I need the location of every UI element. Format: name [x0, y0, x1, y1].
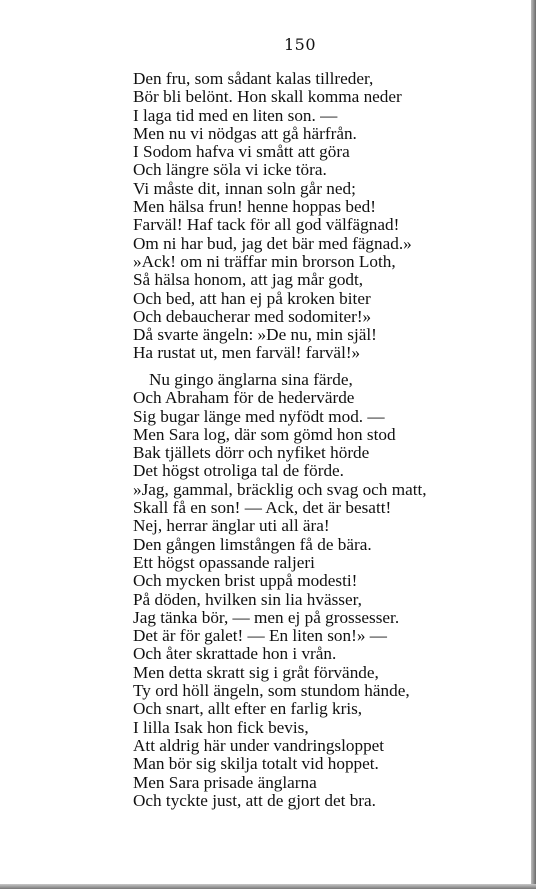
poem-line: Nu gingo änglarna sina färde, [149, 370, 353, 389]
poem-line: »Jag, gammal, bräcklig och svag och matt, [133, 479, 427, 499]
poem-line: Så hälsa honom, att jag mår godt, [133, 270, 364, 290]
poem-line: Sig bugar länge med nyfödt mod. — [133, 406, 385, 426]
poem-line: Nej, herrar änglar uti all ära! [133, 516, 330, 536]
poem-line: Ty ord höll ängeln, som stundom hände, [133, 681, 410, 701]
poem-line: Det högst otroliga tal de förde. [133, 461, 344, 481]
poem-line: Det är för galet! — En liten son!» — [133, 626, 387, 646]
poem-line: Farväl! Haf tack för all god välfägnad! [133, 215, 400, 235]
poem-line: Och debaucherar med sodomiter!» [133, 306, 372, 326]
poem-line: Skall få en son! — Ack, det är besatt! [133, 498, 392, 518]
poem-line: Den gången limstången få de bära. [133, 534, 372, 554]
page-edge-shadow-bottom [0, 884, 536, 889]
poem-line: Och bed, att han ej på kroken biter [133, 288, 371, 308]
poem-line: I lilla Isak hon fick bevis, [133, 717, 309, 737]
poem-line: Man bör sig skilja totalt vid hoppet. [133, 754, 379, 774]
poem-line: Om ni har bud, jag det bär med fägnad.» [133, 233, 412, 253]
poem-line: Den fru, som sådant kalas tillreder, [133, 69, 374, 88]
poem-line: Och Abraham för de hedervärde [133, 388, 355, 408]
poem-line: Och åter skrattade hon i vrån. [133, 644, 337, 664]
page-number: 150 [283, 35, 317, 54]
poem-line: Bak tjällets dörr och nyfiket hörde [133, 443, 370, 463]
poem-line: Och mycken brist uppå modesti! [133, 571, 358, 591]
stanza-1 [133, 70, 412, 363]
poem-line: Ha rustat ut, men farväl! farväl!» [133, 343, 361, 363]
poem-line: Och snart, allt efter en farlig kris, [133, 699, 363, 719]
poem-line: Bör bli belönt. Hon skall komma neder [133, 87, 402, 107]
poem-line: Men Sara log, där som gömd hon stod [133, 424, 396, 444]
poem-line: Men hälsa frun! henne hoppas bed! [133, 197, 376, 217]
poem-line: Jag tänka bör, — men ej på grossesser. [133, 607, 400, 627]
poem-line: Men Sara prisade änglarna [133, 772, 317, 792]
poem-line: Då svarte ängeln: »De nu, min själ! [133, 325, 377, 345]
poem-line: Men detta skratt sig i gråt förvände, [133, 662, 379, 682]
poem-line: Ett högst opassande raljeri [133, 552, 315, 572]
poem-line: Men nu vi nödgas att gå härfrån. [133, 123, 357, 143]
poem-line: I laga tid med en liten son. — [133, 105, 338, 125]
poem-line: Och tyckte just, att de gjort det bra. [133, 790, 376, 810]
poem-line: Att aldrig här under vandringsloppet [133, 735, 385, 755]
poem-line: Vi måste dit, innan soln går ned; [133, 178, 356, 198]
page-edge-shadow-right [531, 0, 536, 889]
stanza-2 [133, 371, 427, 810]
poem-line: Och längre söla vi icke töra. [133, 160, 327, 180]
poem-line: På döden, hvilken sin lia hvässer, [133, 589, 362, 609]
poem-line: I Sodom hafva vi smått att göra [133, 142, 350, 162]
poem-line: »Ack! om ni träffar min brorson Loth, [133, 251, 396, 271]
